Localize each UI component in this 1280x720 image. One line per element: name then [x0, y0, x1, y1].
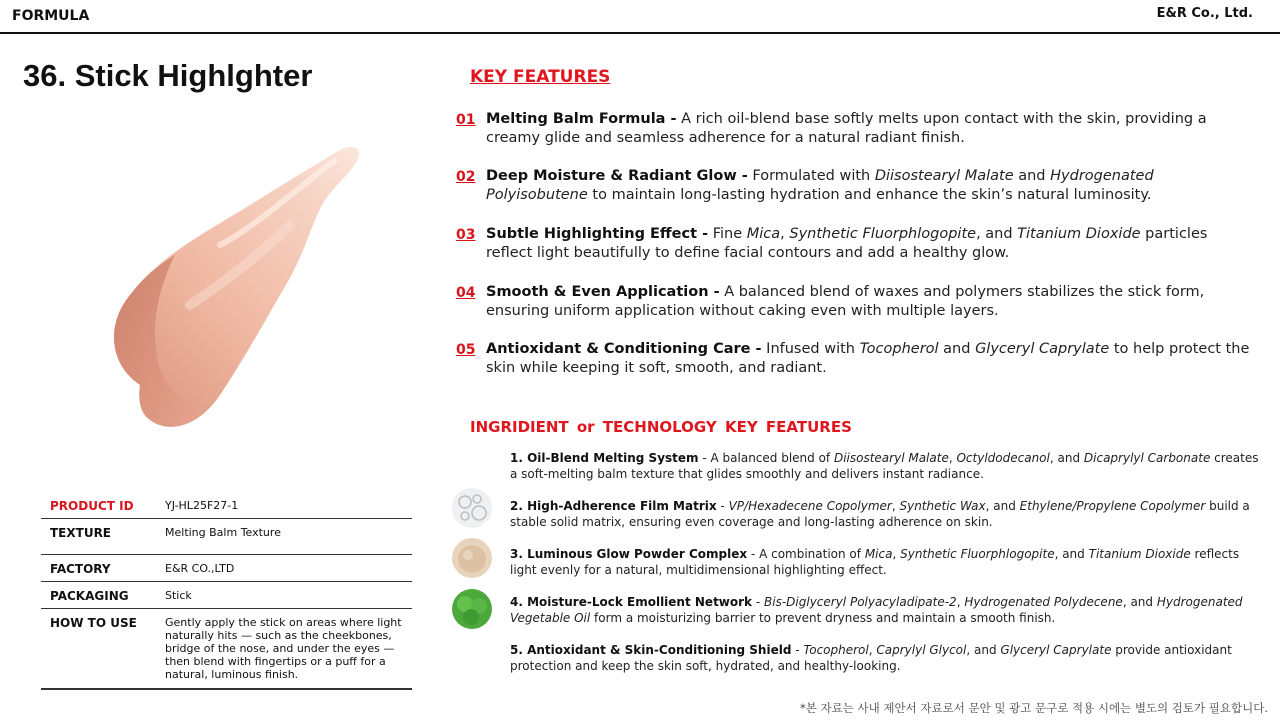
feature-number: 01	[456, 112, 476, 128]
text-segment: Infused with	[761, 341, 860, 357]
text-segment: ,	[948, 451, 957, 465]
spec-value: E&R CO.,LTD	[165, 562, 235, 575]
text-segment: , and	[1054, 547, 1089, 561]
feature-number: 02	[456, 169, 476, 185]
text-segment: Formulated with	[747, 168, 875, 184]
text-segment: ,	[868, 643, 877, 657]
feature-number: 05	[456, 342, 476, 358]
spec-label: HOW TO USE	[50, 616, 137, 630]
feature-number: 04	[456, 285, 476, 301]
text-segment: to help protect the skin while keeping it soft, smooth, and radiant.	[486, 341, 1250, 376]
spec-row-product-id	[41, 492, 412, 519]
text-segment: A rich oil-blend base softly melts upon contact with the skin, providing a creamy glide and seamless adherence for a natural radiant finish.	[486, 111, 1207, 146]
ingredient-name: Mica	[864, 547, 893, 561]
key-features-title: KEY FEATURES	[470, 67, 611, 87]
text-segment: ,	[780, 226, 790, 242]
ingredient-item	[510, 450, 1260, 482]
ingredient-name: Tocopherol	[803, 643, 869, 657]
text-segment: , and	[985, 499, 1020, 513]
ingredient-name: Ethylene/Propylene Copolymer	[1019, 499, 1206, 513]
spec-value: Gently apply the stick on areas where light naturally hits — such as the cheekbones, bridge of the nose, and under the eyes — then blend with fingertips or a puff for a natural, luminous finish.	[165, 616, 402, 681]
feature-heading: Deep Moisture & Radiant Glow -	[486, 168, 748, 184]
bubbles-icon	[451, 487, 493, 529]
text-segment: , and	[1049, 451, 1084, 465]
ingredient-name: Dicaprylyl Carbonate	[1083, 451, 1211, 465]
spec-value: YJ-HL25F27-1	[165, 499, 239, 512]
feature-text	[486, 340, 1256, 378]
ingredient-heading: 3. Luminous Glow Powder Complex	[510, 547, 748, 561]
ingredient-item	[510, 642, 1260, 674]
spec-label: PACKAGING	[50, 589, 129, 603]
ingredient-name: Diisostearyl Malate	[874, 168, 1014, 184]
feature-heading: Melting Balm Formula -	[486, 111, 677, 127]
ingredient-name: Hydrogenated Polydecene	[964, 595, 1123, 609]
section-label: FORMULA	[12, 8, 90, 24]
powder-icon	[451, 537, 493, 579]
ingredient-item	[510, 594, 1260, 626]
ingredient-name: Synthetic Wax	[899, 499, 986, 513]
ingredient-title: INGRIDIENT or TECHNOLOGY KEY FEATURES	[470, 418, 852, 436]
spec-row-how-to-use	[41, 609, 412, 690]
text-segment: ,	[956, 595, 965, 609]
ingredient-name: Hydrogenated Vegetable Oil	[510, 595, 1243, 625]
ingredient-name: Titanium Dioxide	[1017, 226, 1141, 242]
ingredient-name: Octyldodecanol	[956, 451, 1050, 465]
spec-label: PRODUCT ID	[50, 499, 134, 513]
text-segment: A balanced blend of waxes and polymers stabilizes the stick form, ensuring uniform application without caking even with multiple layers.	[486, 284, 1205, 319]
feature-heading: Subtle Highlighting Effect -	[486, 226, 709, 242]
spec-row-texture	[41, 519, 412, 555]
ingredient-name: Caprylyl Glycol	[876, 643, 967, 657]
spec-row-packaging	[41, 582, 412, 609]
text-segment: -	[716, 499, 729, 513]
ingredient-item	[510, 546, 1260, 578]
feature-heading: Antioxidant & Conditioning Care -	[486, 341, 762, 357]
ingredient-heading: 2. High-Adherence Film Matrix	[510, 499, 717, 513]
spec-value: Melting Balm Texture	[165, 526, 281, 539]
spec-table	[41, 492, 412, 690]
ingredient-heading: 5. Antioxidant & Skin-Conditioning Shield	[510, 643, 792, 657]
highlighter-swatch-icon	[100, 135, 380, 445]
footnote: *본 자료는 사내 제안서 자료로서 문안 및 광고 문구로 적용 시에는 별도의 검토가 필요합니다.	[800, 701, 1268, 715]
ingredient-name: Glyceryl Caprylate	[1000, 643, 1112, 657]
company-name: E&R Co., Ltd.	[1156, 6, 1253, 21]
spec-label: TEXTURE	[50, 526, 112, 540]
feature-item	[456, 340, 1256, 378]
ingredient-name: Glyceryl Caprylate	[975, 341, 1110, 357]
text-segment: particles reflect light beautifully to define facial contours and add a healthy glow.	[486, 226, 1208, 261]
text-segment: ,	[892, 547, 901, 561]
text-segment: creates a soft-melting balm texture that glides smoothly and delivers instant radiance.	[510, 451, 1259, 481]
ingredient-name: Hydrogenated Polyisobutene	[486, 168, 1154, 203]
text-segment: Fine	[708, 226, 747, 242]
ingredient-item	[510, 498, 1260, 530]
page-title: 36. Stick Highlghter	[23, 58, 313, 93]
text-segment: to maintain long-lasting hydration and enhance the skin’s natural luminosity.	[587, 187, 1152, 203]
ingredient-name: VP/Hexadecene Copolymer	[728, 499, 892, 513]
spec-row-factory	[41, 555, 412, 582]
text-segment: - A combination of	[747, 547, 865, 561]
text-segment: build a stable solid matrix, ensuring even coverage and long-lasting adherence on skin.	[510, 499, 1250, 529]
feature-text	[486, 225, 1256, 263]
feature-text	[486, 110, 1256, 148]
feature-item	[456, 167, 1256, 205]
text-segment: reflects light evenly for a natural, multidimensional highlighting effect.	[510, 547, 1240, 577]
ingredient-heading: 1. Oil-Blend Melting System	[510, 451, 699, 465]
feature-text	[486, 167, 1256, 205]
text-segment: provide antioxidant protection and keep the skin soft, hydrated, and healthy-looking.	[510, 643, 1232, 673]
spec-label: FACTORY	[50, 562, 111, 576]
feature-item	[456, 283, 1256, 321]
top-bar	[0, 0, 1280, 34]
text-segment: and	[938, 341, 976, 357]
spec-value: Stick	[165, 589, 192, 602]
leaf-icon	[451, 588, 493, 630]
ingredient-name: Bis-Diglyceryl Polyacyladipate-2	[764, 595, 957, 609]
ingredient-name: Tocopherol	[859, 341, 939, 357]
feature-item	[456, 225, 1256, 263]
text-segment: -	[752, 595, 765, 609]
feature-heading: Smooth & Even Application -	[486, 284, 720, 300]
text-segment: -	[791, 643, 804, 657]
ingredient-name: Synthetic Fluorphlogopite	[900, 547, 1055, 561]
text-segment: and	[1013, 168, 1051, 184]
text-segment: , and	[1122, 595, 1157, 609]
text-segment: , and	[976, 226, 1018, 242]
text-segment: - A balanced blend of	[698, 451, 834, 465]
feature-item	[456, 110, 1256, 148]
ingredient-name: Synthetic Fluorphlogopite	[789, 226, 977, 242]
text-segment: form a moisturizing barrier to prevent dryness and maintain a smooth finish.	[590, 611, 1056, 625]
feature-number: 03	[456, 227, 476, 243]
feature-text	[486, 283, 1256, 321]
ingredient-name: Mica	[746, 226, 781, 242]
text-segment: , and	[966, 643, 1001, 657]
ingredient-name: Diisostearyl Malate	[833, 451, 949, 465]
ingredient-heading: 4. Moisture-Lock Emollient Network	[510, 595, 753, 609]
text-segment: ,	[891, 499, 900, 513]
ingredient-name: Titanium Dioxide	[1088, 547, 1191, 561]
